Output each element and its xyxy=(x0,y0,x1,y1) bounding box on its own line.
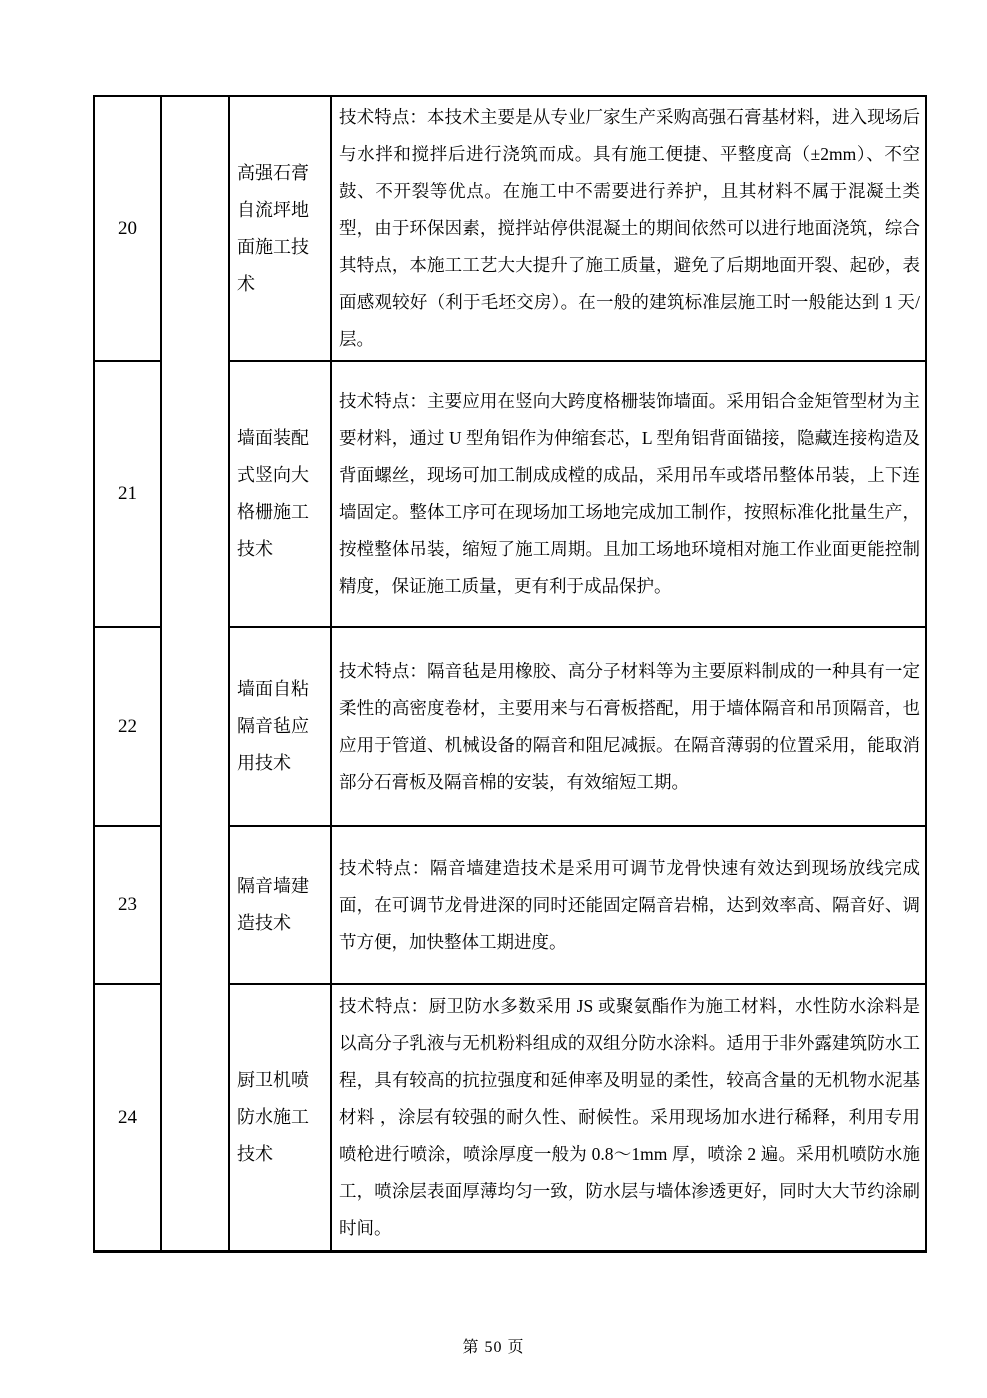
page-number: 第 50 页 xyxy=(462,1339,525,1356)
tech-name-cell: 高强石膏自流坪地面施工技术 xyxy=(229,96,331,361)
tech-desc-cell: 技术特点：厨卫防水多数采用 JS 或聚氨酯作为施工材料，水性防水涂料是以高分子乳液与无机粉料组成的双组分防水涂料。适用于非外露建筑防水工程，具有较高的抗拉强度和延伸率及明显的柔性，较高含量的无机物水泥基材料 ，涂层有较强的耐久性、耐候性。采用现场加水进行稀释，利用专用喷枪进行喷涂，喷涂厚度一般为 0.8～1mm 厚，喷涂 2 遍。采用机喷防水施工，喷涂层表面厚薄均匀一致，防水层与墙体渗透更好，同时大大节约涂刷时间。 xyxy=(331,984,926,1252)
tech-desc-cell: 技术特点：隔音墙建造技术是采用可调节龙骨快速有效达到现场放线完成面，在可调节龙骨进深的同时还能固定隔音岩棉，达到效率高、隔音好、调节方便，加快整体工期进度。 xyxy=(331,826,926,984)
row-number-cell: 22 xyxy=(94,627,161,826)
row-number-cell: 23 xyxy=(94,826,161,984)
category-empty-cell xyxy=(161,96,229,1252)
row-number-cell: 24 xyxy=(94,984,161,1252)
row-number-cell: 21 xyxy=(94,361,161,627)
tech-desc-cell: 技术特点：本技术主要是从专业厂家生产采购高强石膏基材料，进入现场后与水拌和搅拌后进行浇筑而成。具有施工便捷、平整度高（±2mm）、不空鼓、不开裂等优点。在施工中不需要进行养护，且其材料不属于混凝土类型，由于环保因素，搅拌站停供混凝土的期间依然可以进行地面浇筑，综合其特点，本施工工艺大大提升了施工质量，避免了后期地面开裂、起砂，表面感观较好（利于毛坯交房）。在一般的建筑标准层施工时一般能达到 1 天/层。 xyxy=(331,96,926,361)
tech-name-cell: 厨卫机喷防水施工技术 xyxy=(229,984,331,1252)
tech-name-cell: 墙面装配式竖向大格栅施工技术 xyxy=(229,361,331,627)
row-number-cell: 20 xyxy=(94,96,161,361)
tech-desc-cell: 技术特点：主要应用在竖向大跨度格栅装饰墙面。采用铝合金矩管型材为主要材料，通过 U 型角铝作为伸缩套芯，L 型角铝背面锚接，隐藏连接构造及背面螺丝，现场可加工制成成樘的成品，采用吊车或塔吊整体吊装，上下连墙固定。整体工序可在现场加工场地完成加工制作，按照标准化批量生产，按樘整体吊装，缩短了施工周期。且加工场地环境相对施工作业面更能控制精度，保证施工质量，更有利于成品保护。 xyxy=(331,361,926,627)
tech-desc-cell: 技术特点：隔音毡是用橡胶、高分子材料等为主要原料制成的一种具有一定柔性的高密度卷材，主要用来与石膏板搭配，用于墙体隔音和吊顶隔音，也应用于管道、机械设备的隔音和阻尼减振。在隔音薄弱的位置采用，能取消部分石膏板及隔音棉的安装，有效缩短工期。 xyxy=(331,627,926,826)
tech-name-cell: 隔音墙建造技术 xyxy=(229,826,331,984)
technology-table xyxy=(93,95,927,1253)
tech-name-cell: 墙面自粘隔音毡应用技术 xyxy=(229,627,331,826)
table-row xyxy=(94,96,926,361)
